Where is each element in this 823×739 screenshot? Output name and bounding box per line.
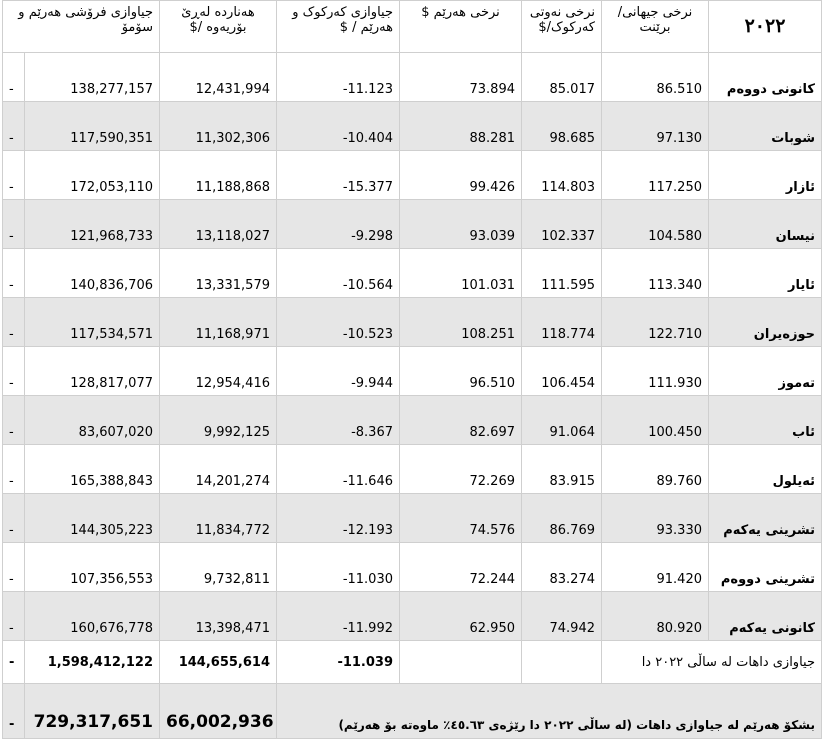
month-cell: شوبات	[709, 102, 822, 151]
region-price-cell: 101.031	[400, 249, 522, 298]
diff-cell: -10.523	[277, 298, 400, 347]
row-dash: -	[3, 102, 25, 151]
month-cell: تەموز	[709, 347, 822, 396]
grand-total-row	[3, 684, 822, 739]
sales-diff-cell: 165,388,843	[25, 445, 160, 494]
table-row	[3, 445, 822, 494]
global-price-cell: 80.920	[602, 592, 709, 641]
region-price-cell: 73.894	[400, 53, 522, 102]
header-diff: جیاوازی کەرکوک و هەرێم / $	[277, 1, 400, 53]
diff-cell: -9.944	[277, 347, 400, 396]
row-dash: -	[3, 200, 25, 249]
kirkuk-price-cell: 83.274	[522, 543, 602, 592]
region-price-cell: 88.281	[400, 102, 522, 151]
grand-dash: -	[3, 684, 25, 739]
month-cell: ئازار	[709, 151, 822, 200]
export-cell: 13,398,471	[160, 592, 277, 641]
region-price-cell: 74.576	[400, 494, 522, 543]
total-label: جیاوازی داهات لە ساڵی ٢٠٢٢ دا	[602, 641, 822, 684]
region-price-cell: 72.269	[400, 445, 522, 494]
table-row	[3, 494, 822, 543]
global-price-cell: 104.580	[602, 200, 709, 249]
month-cell: کانونی دووەم	[709, 53, 822, 102]
global-price-cell: 113.340	[602, 249, 709, 298]
diff-cell: -11.123	[277, 53, 400, 102]
table-row	[3, 396, 822, 445]
month-cell: ئایار	[709, 249, 822, 298]
global-price-cell: 89.760	[602, 445, 709, 494]
sales-diff-cell: 138,277,157	[25, 53, 160, 102]
oil-revenue-table	[2, 0, 822, 739]
export-cell: 13,331,579	[160, 249, 277, 298]
header-row	[3, 1, 822, 53]
sales-diff-cell: 117,534,571	[25, 298, 160, 347]
header-year: ٢٠٢٢	[709, 1, 822, 53]
global-price-cell: 100.450	[602, 396, 709, 445]
region-price-cell: 108.251	[400, 298, 522, 347]
total-row	[3, 641, 822, 684]
row-dash: -	[3, 347, 25, 396]
grand-label: بشکۆ هەرێم لە جیاوازی داهات (لە ساڵی ٢٠٢٢ دا رێژەی ٤٥.٦٣٪ ماوەتە بۆ هەرێم)	[277, 684, 822, 739]
export-cell: 13,118,027	[160, 200, 277, 249]
sales-diff-cell: 140,836,706	[25, 249, 160, 298]
row-dash: -	[3, 396, 25, 445]
diff-cell: -11.992	[277, 592, 400, 641]
row-dash: -	[3, 249, 25, 298]
header-global-price: نرخی جیهانی/برێنت	[602, 1, 709, 53]
table-row	[3, 200, 822, 249]
kirkuk-price-cell: 114.803	[522, 151, 602, 200]
grand-export: 66,002,936	[160, 684, 277, 739]
sales-diff-cell: 83,607,020	[25, 396, 160, 445]
diff-cell: -12.193	[277, 494, 400, 543]
kirkuk-price-cell: 106.454	[522, 347, 602, 396]
sales-diff-cell: 128,817,077	[25, 347, 160, 396]
diff-cell: -10.564	[277, 249, 400, 298]
header-sales-diff: جیاوازی فرۆشی هەرێم و سۆمۆ	[3, 1, 160, 53]
export-cell: 9,732,811	[160, 543, 277, 592]
kirkuk-price-cell: 83.915	[522, 445, 602, 494]
kirkuk-price-cell: 74.942	[522, 592, 602, 641]
month-cell: ئەیلول	[709, 445, 822, 494]
diff-cell: -10.404	[277, 102, 400, 151]
export-cell: 12,954,416	[160, 347, 277, 396]
table-row	[3, 543, 822, 592]
global-price-cell: 122.710	[602, 298, 709, 347]
kirkuk-price-cell: 118.774	[522, 298, 602, 347]
row-dash: -	[3, 494, 25, 543]
total-sales: 1,598,412,122	[25, 641, 160, 684]
sales-diff-cell: 172,053,110	[25, 151, 160, 200]
table-row	[3, 592, 822, 641]
diff-cell: -15.377	[277, 151, 400, 200]
export-cell: 11,302,306	[160, 102, 277, 151]
sales-diff-cell: 121,968,733	[25, 200, 160, 249]
row-dash: -	[3, 445, 25, 494]
diff-cell: -11.646	[277, 445, 400, 494]
kirkuk-price-cell: 86.769	[522, 494, 602, 543]
diff-cell: -8.367	[277, 396, 400, 445]
sales-diff-cell: 107,356,553	[25, 543, 160, 592]
region-price-cell: 96.510	[400, 347, 522, 396]
kirkuk-price-cell: 111.595	[522, 249, 602, 298]
row-dash: -	[3, 298, 25, 347]
table-row	[3, 151, 822, 200]
diff-cell: -9.298	[277, 200, 400, 249]
region-price-cell: 99.426	[400, 151, 522, 200]
global-price-cell: 93.330	[602, 494, 709, 543]
month-cell: تشرینی یەکەم	[709, 494, 822, 543]
header-sale-price: نرخی هەرێم $	[400, 1, 522, 53]
export-cell: 9,992,125	[160, 396, 277, 445]
month-cell: ئاب	[709, 396, 822, 445]
export-cell: 11,188,868	[160, 151, 277, 200]
export-cell: 11,834,772	[160, 494, 277, 543]
total-empty-kirkuk	[522, 641, 602, 684]
region-price-cell: 93.039	[400, 200, 522, 249]
month-cell: حوزەیران	[709, 298, 822, 347]
row-dash: -	[3, 543, 25, 592]
month-cell: کانونی یەکەم	[709, 592, 822, 641]
sales-diff-cell: 160,676,778	[25, 592, 160, 641]
global-price-cell: 86.510	[602, 53, 709, 102]
total-export: 144,655,614	[160, 641, 277, 684]
sales-diff-cell: 117,590,351	[25, 102, 160, 151]
global-price-cell: 97.130	[602, 102, 709, 151]
export-cell: 12,431,994	[160, 53, 277, 102]
region-price-cell: 82.697	[400, 396, 522, 445]
kirkuk-price-cell: 102.337	[522, 200, 602, 249]
header-exported: هەناردە لەڕێ بۆریەوە /$	[160, 1, 277, 53]
month-cell: نیسان	[709, 200, 822, 249]
row-dash: -	[3, 592, 25, 641]
region-price-cell: 72.244	[400, 543, 522, 592]
header-oil-price: نرخی نەوتی کەرکوک/$	[522, 1, 602, 53]
total-dash: -	[3, 641, 25, 684]
export-cell: 14,201,274	[160, 445, 277, 494]
table-row	[3, 249, 822, 298]
global-price-cell: 91.420	[602, 543, 709, 592]
table-row	[3, 102, 822, 151]
row-dash: -	[3, 151, 25, 200]
global-price-cell: 111.930	[602, 347, 709, 396]
table-row	[3, 298, 822, 347]
table-row	[3, 347, 822, 396]
month-cell: تشرینی دووەم	[709, 543, 822, 592]
kirkuk-price-cell: 85.017	[522, 53, 602, 102]
row-dash: -	[3, 53, 25, 102]
kirkuk-price-cell: 91.064	[522, 396, 602, 445]
total-diff: -11.039	[277, 641, 400, 684]
grand-sales: 729,317,651	[25, 684, 160, 739]
total-empty-region	[400, 641, 522, 684]
table-row	[3, 53, 822, 102]
sales-diff-cell: 144,305,223	[25, 494, 160, 543]
region-price-cell: 62.950	[400, 592, 522, 641]
export-cell: 11,168,971	[160, 298, 277, 347]
global-price-cell: 117.250	[602, 151, 709, 200]
kirkuk-price-cell: 98.685	[522, 102, 602, 151]
diff-cell: -11.030	[277, 543, 400, 592]
